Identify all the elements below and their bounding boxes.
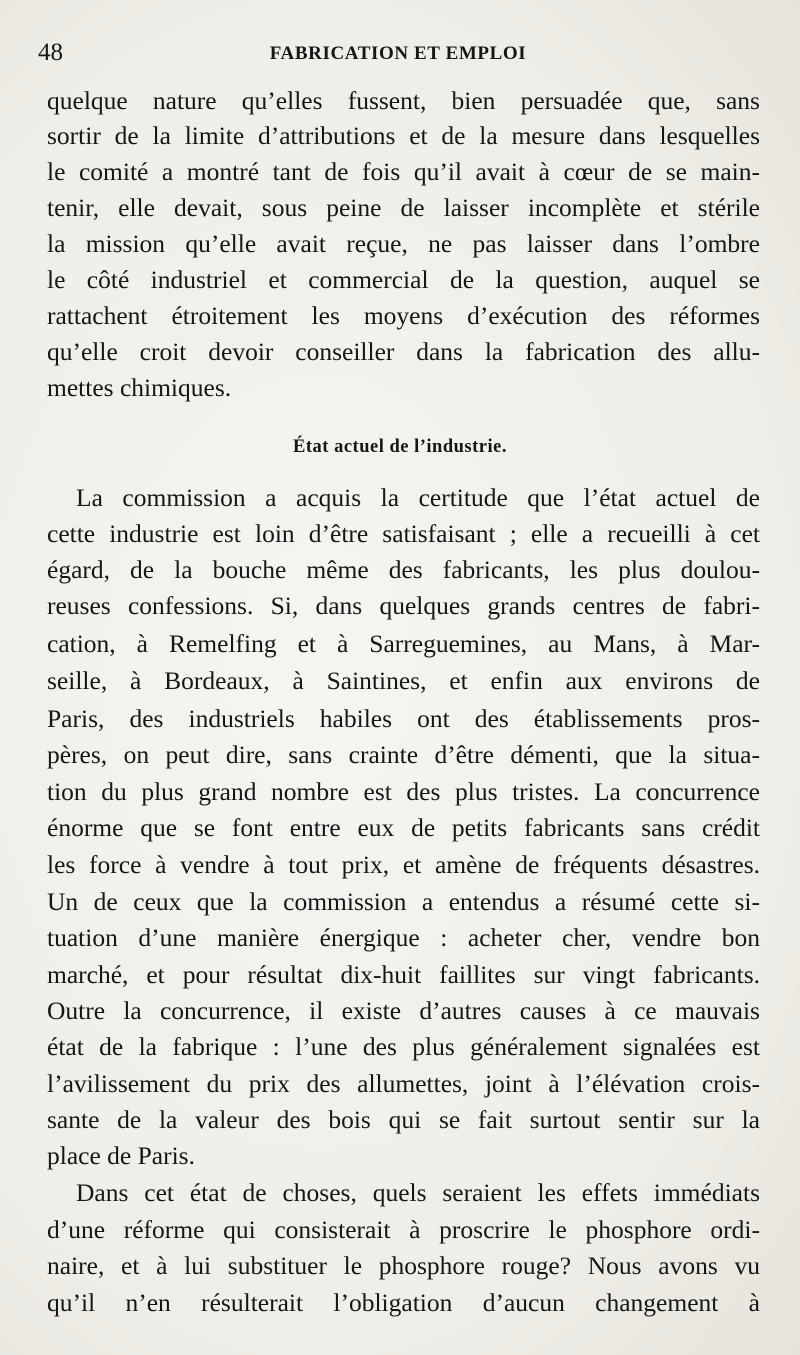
- text-line: sortir de la limite d’attributions et de la mesure dans lesquelles: [47, 121, 760, 150]
- text-line: état de la fabrique : l’une des plus généralement signalées est: [47, 1032, 760, 1061]
- text-line: le côté industriel et commercial de la question, auquel se: [47, 265, 760, 294]
- text-line: Paris, des industriels habiles ont des établissements pros-: [47, 704, 760, 733]
- section-heading: État actuel de l’industrie.: [293, 437, 507, 457]
- text-line: reuses confessions. Si, dans quelques grands centres de fabri-: [47, 591, 760, 620]
- text-line: quelque nature qu’elles fussent, bien persuadée que, sans: [47, 86, 760, 115]
- text-line: l’avilissement du prix des allumettes, joint à l’élévation crois-: [47, 1069, 760, 1098]
- text-line: égard, de la bouche même des fabricants, les plus doulou-: [47, 555, 760, 584]
- text-line: seille, à Bordeaux, à Saintines, et enfin aux environs de: [47, 666, 760, 695]
- text-line: mettes chimiques.: [47, 373, 232, 402]
- page-number: 48: [38, 39, 63, 66]
- text-line: cation, à Remelfing et à Sarreguemines, au Mans, à Mar-: [47, 629, 760, 658]
- running-title: FABRICATION ET EMPLOI: [269, 43, 527, 64]
- text-line: d’une réforme qui consisterait à proscrire le phosphore ordi-: [47, 1215, 760, 1244]
- text-line: place de Paris.: [47, 1141, 195, 1170]
- page-header: [38, 36, 758, 76]
- text-line: qu’elle croit devoir conseiller dans la fabrication des allu-: [47, 337, 760, 366]
- text-line: Un de ceux que la commission a entendus a résumé cette si-: [47, 887, 760, 916]
- text-line: naire, et à lui substituer le phosphore rouge? Nous avons vu: [47, 1251, 760, 1280]
- text-line: rattachent étroitement les moyens d’exécution des réformes: [47, 301, 760, 330]
- text-line: Outre la concurrence, il existe d’autres causes à ce mauvais: [47, 996, 760, 1025]
- text-line: marché, et pour résultat dix-huit faillites sur vingt fabricants.: [47, 960, 760, 989]
- text-line: cette industrie est loin d’être satisfaisant ; elle a recueilli à cet: [47, 519, 760, 548]
- text-line: les force à vendre à tout prix, et amène de fréquents désastres.: [47, 850, 760, 879]
- text-line: tuation d’une manière énergique : acheter cher, vendre bon: [47, 923, 760, 952]
- text-line: le comité a montré tant de fois qu’il avait à cœur de se main-: [47, 157, 760, 186]
- text-line: tenir, elle devait, sous peine de laisser incomplète et stérile: [47, 193, 760, 222]
- text-line: qu’il n’en résulterait l’obligation d’aucun changement à: [47, 1288, 760, 1317]
- text-line: pères, on peut dire, sans crainte d’être démenti, que la situa-: [47, 740, 760, 769]
- text-line: tion du plus grand nombre est des plus tristes. La concurrence: [47, 777, 760, 806]
- text-line: La commission a acquis la certitude que l’état actuel de: [76, 483, 760, 512]
- text-line: sante de la valeur des bois qui se fait surtout sentir sur la: [47, 1105, 760, 1134]
- text-line: énorme que se font entre eux de petits fabricants sans crédit: [47, 813, 760, 842]
- text-line: la mission qu’elle avait reçue, ne pas laisser dans l’ombre: [47, 229, 760, 258]
- text-line: Dans cet état de choses, quels seraient les effets immédiats: [76, 1178, 760, 1207]
